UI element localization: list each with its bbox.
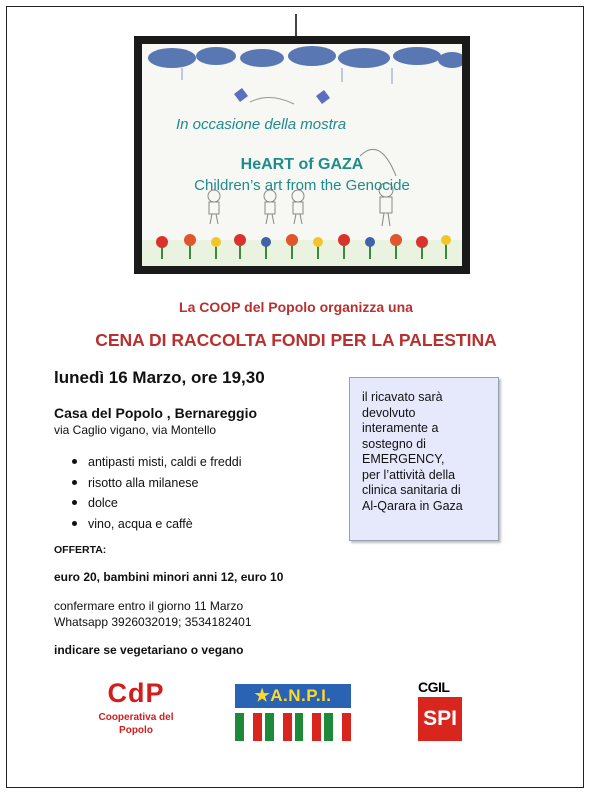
drawing-illustration bbox=[142, 44, 462, 266]
cdp-logo-subtitle: Cooperativa del Popolo bbox=[98, 712, 174, 736]
donation-info-text: il ricavato sarà devolvuto interamente a sostegno di EMERGENCY, per l’attività della clinica sanitaria di Al-Qarara in Gaza bbox=[362, 390, 463, 513]
price-info: euro 20, bambini minori anni 12, euro 10 bbox=[54, 570, 284, 584]
vegetarian-note: indicare se vegetariano o vegano bbox=[54, 643, 244, 657]
cgil-logo-text: CGIL bbox=[418, 679, 450, 695]
event-headline: CENA DI RACCOLTA FONDI PER LA PALESTINA bbox=[95, 330, 497, 350]
cgil-spi-logo bbox=[418, 680, 464, 742]
menu-item: vino, acqua e caffè bbox=[72, 516, 242, 537]
menu-item: dolce bbox=[72, 495, 242, 516]
anpi-flag-stripes bbox=[235, 713, 351, 741]
event-address: via Caglio vigano, via Montello bbox=[54, 423, 217, 437]
offer-label: OFFERTA: bbox=[54, 544, 107, 556]
event-venue: Casa del Popolo , Bernareggio bbox=[54, 405, 258, 421]
children-drawing bbox=[142, 44, 462, 266]
event-date-time: lunedì 16 Marzo, ore 19,30 bbox=[54, 368, 265, 387]
cdp-logo bbox=[86, 678, 186, 737]
confirmation-info bbox=[54, 598, 252, 630]
confirm-deadline: confermare entro il giorno 11 Marzo bbox=[54, 599, 244, 613]
menu-list bbox=[72, 454, 242, 536]
framed-drawing bbox=[134, 36, 470, 274]
spi-logo-text: SPI bbox=[418, 697, 462, 741]
whatsapp-contacts: Whatsapp 3926032019; 3534182401 bbox=[54, 615, 252, 629]
menu-item: risotto alla milanese bbox=[72, 475, 242, 496]
painting-caption-line1: In occasione della mostra bbox=[176, 116, 347, 133]
organizer-line: La COOP del Popolo organizza una bbox=[179, 299, 413, 315]
menu-item: antipasti misti, caldi e freddi bbox=[72, 454, 242, 475]
painting-caption-title: HeART of GAZA bbox=[240, 156, 364, 173]
donation-info-box bbox=[349, 377, 499, 541]
painting-caption-subtitle: Children’s art from the Genocide bbox=[194, 177, 410, 194]
anpi-logo bbox=[235, 684, 351, 742]
cdp-logo-mark: CdP bbox=[107, 678, 165, 708]
frame-hook bbox=[288, 14, 304, 38]
anpi-logo-text: ★A.N.P.I. bbox=[235, 684, 351, 708]
